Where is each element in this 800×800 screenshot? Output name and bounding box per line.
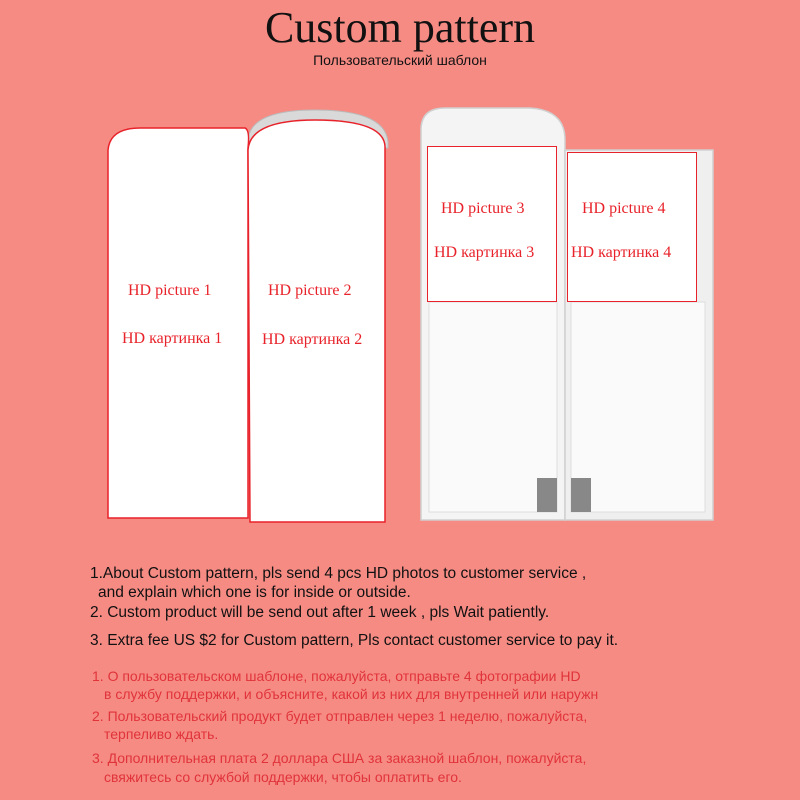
instruction-ru-3: 3. Дополнительная плата 2 доллара США за заказной шаблон, пожалуйста, — [92, 750, 587, 766]
left-product-image — [100, 100, 400, 530]
instruction-en-1b: and explain which one is for inside or outside. — [98, 584, 411, 601]
picture-frame-3 — [427, 146, 557, 302]
picture-4-label-ru: HD картинка 4 — [571, 244, 672, 261]
page-title: Custom pattern — [264, 3, 536, 52]
page-subtitle: Пользовательский шаблон — [313, 52, 487, 68]
picture-2-label-ru: HD картинка 2 — [262, 331, 363, 348]
instruction-ru-2b: терпеливо ждать. — [104, 726, 219, 742]
instruction-ru-1b: в службу поддержки, и объясните, какой из них для внутренней или наружн — [104, 686, 599, 702]
picture-frame-4 — [567, 152, 697, 302]
picture-2-label: HD picture 2 — [268, 282, 352, 299]
instruction-en-2: 2. Custom product will be send out after 1 week , pls Wait patiently. — [90, 604, 550, 621]
instruction-ru-1: 1. О пользовательском шаблоне, пожалуйста, отправьте 4 фотографии HD — [92, 668, 581, 684]
instruction-ru-3b: свяжитесь со службой поддержки, чтобы оплатить его. — [104, 769, 462, 785]
instruction-en-1: 1.About Custom pattern, pls send 4 pcs HD photos to customer service , — [90, 565, 587, 582]
instruction-en-3: 3. Extra fee US $2 for Custom pattern, Pls contact customer service to pay it. — [90, 632, 619, 649]
picture-3-label: HD picture 3 — [441, 200, 525, 217]
picture-1-label: HD picture 1 — [128, 282, 212, 299]
picture-1-label-ru: HD картинка 1 — [122, 330, 223, 347]
picture-3-label-ru: HD картинка 3 — [434, 244, 535, 261]
picture-4-label: HD picture 4 — [582, 200, 666, 217]
instruction-ru-2: 2. Пользовательский продукт будет отправлен через 1 неделю, пожалуйста, — [92, 708, 588, 724]
